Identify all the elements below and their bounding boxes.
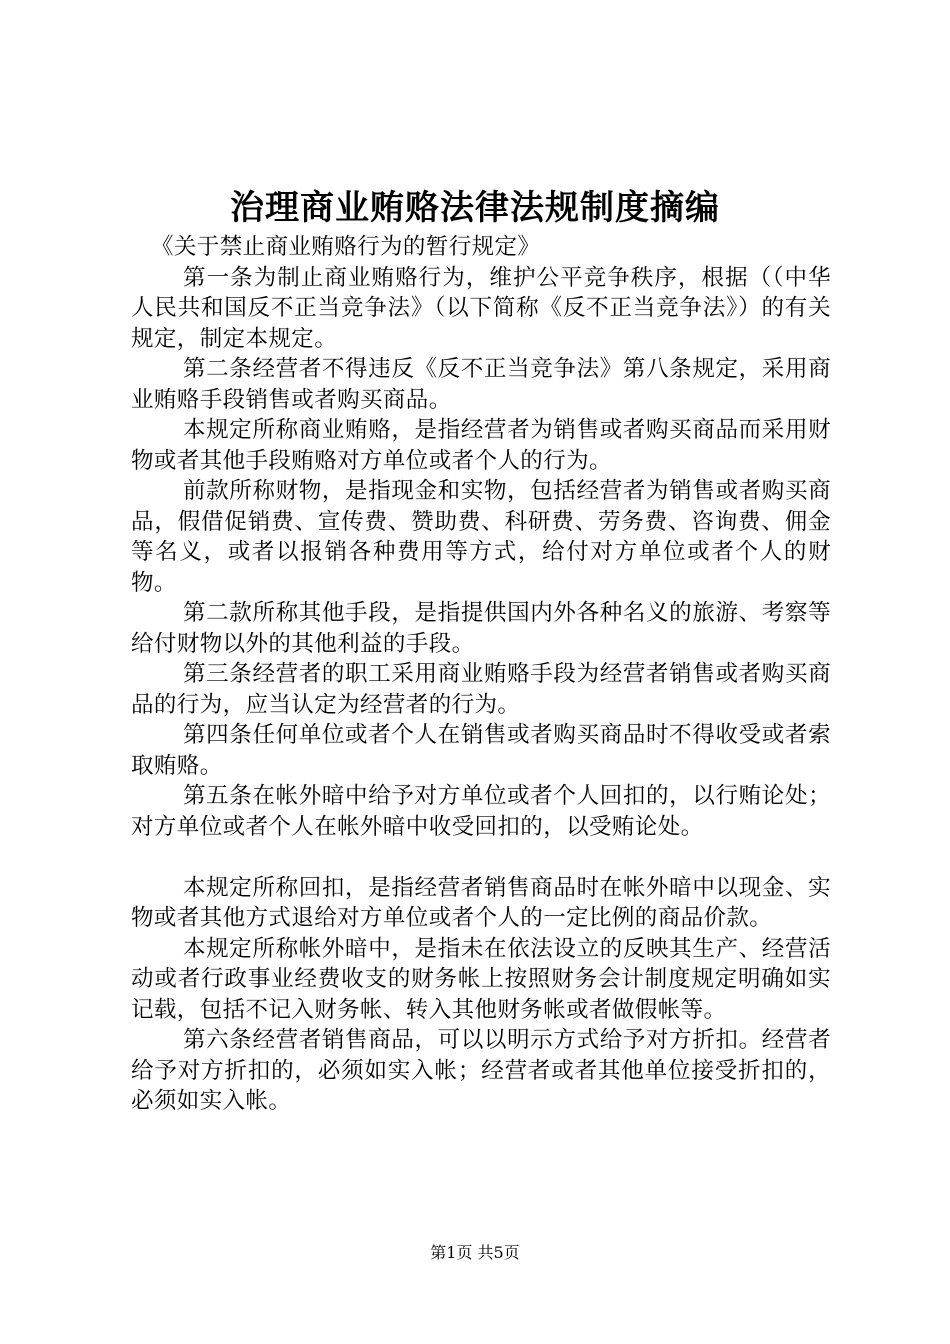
- paragraph-rebate-definition: 本规定所称回扣，是指经营者销售商品时在帐外暗中以现金、实物或者其他方式退给对方单位或者个人的一定比例的商品价款。: [131, 874, 831, 931]
- paragraph-regulation-name: 《关于禁止商业贿赂行为的暂行规定》: [151, 234, 541, 260]
- paragraph-article-3: 第三条经营者的职工采用商业贿赂手段为经营者销售或者购买商品的行为，应当认定为经营者的行为。: [131, 661, 831, 718]
- paragraph-article-4: 第四条任何单位或者个人在销售或者购买商品时不得收受或者索取贿赂。: [131, 722, 831, 779]
- document-body: [131, 232, 831, 1117]
- paragraph-article-5: 第五条在帐外暗中给予对方单位或者个人回扣的，以行贿论处；对方单位或者个人在帐外暗中收受回扣的，以受贿论处。: [131, 783, 831, 840]
- paragraph-bribery-definition: 本规定所称商业贿赂，是指经营者为销售或者购买商品而采用财物或者其他手段贿赂对方单位或者个人的行为。: [131, 417, 831, 474]
- document-title: 治理商业贿赂法律法规制度摘编: [230, 188, 720, 228]
- paragraph-off-book-definition: 本规定所称帐外暗中，是指未在依法设立的反映其生产、经营活动或者行政事业经费收支的财务帐上按照财务会计制度规定明确如实记载，包括不记入财务帐、转入其他财务帐或者做假帐等。: [131, 935, 831, 1023]
- paragraph-property-definition: 前款所称财物，是指现金和实物，包括经营者为销售或者购买商品，假借促销费、宣传费、赞助费、科研费、劳务费、咨询费、佣金等名义，或者以报销各种费用等方式，给付对方单位或者个人的财物。: [131, 478, 831, 596]
- paragraph-other-means-definition: 第二款所称其他手段，是指提供国内外各种名义的旅游、考察等给付财物以外的其他利益的手段。: [131, 600, 831, 657]
- paragraph-article-1: 第一条为制止商业贿赂行为，维护公平竞争秩序，根据（（中华人民共和国反不正当竞争法》（以下简称《反不正当竞争法》）的有关规定，制定本规定。: [131, 264, 831, 352]
- paragraph-article-6: 第六条经营者销售商品，可以以明示方式给予对方折扣。经营者给予对方折扣的，必须如实入帐；经营者或者其他单位接受折扣的，必须如实入帐。: [131, 1027, 831, 1114]
- paragraph-spacer: [131, 842, 831, 873]
- page-footer: 第1页 共5页: [430, 1243, 520, 1262]
- paragraph-article-2: 第二条经营者不得违反《反不正当竞争法》第八条规定，采用商业贿赂手段销售或者购买商品。: [131, 356, 831, 413]
